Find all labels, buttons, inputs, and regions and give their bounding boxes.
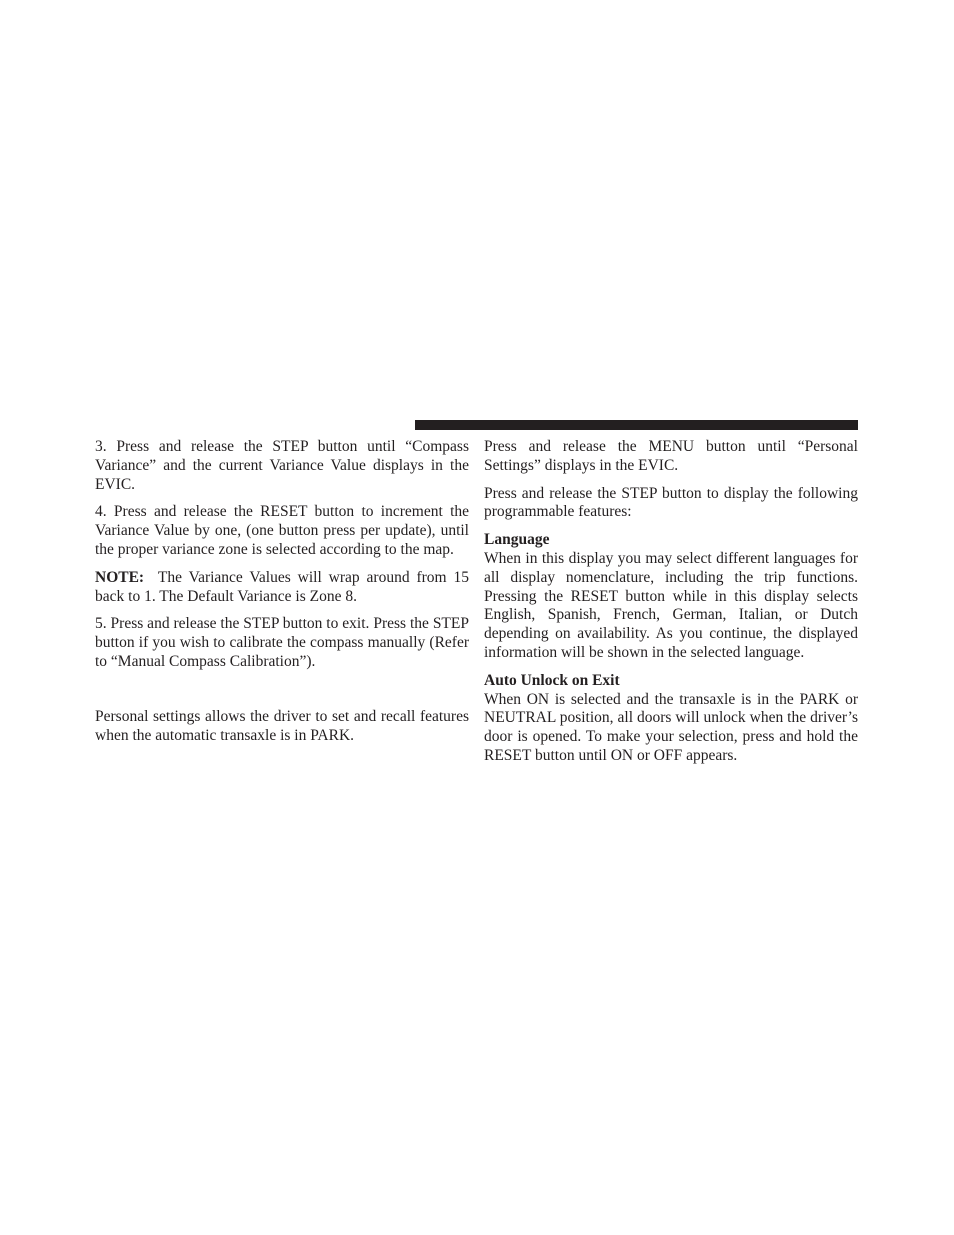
note-paragraph (95, 569, 469, 607)
auto-unlock-text: When ON is selected and the transaxle is in the PARK or NEUTRAL position, all doors will unlock when the driver’s door is opened. To make your selection, press and hold the RESET button until ON or OFF appears. (484, 690, 858, 764)
note-label: NOTE: (95, 568, 145, 586)
auto-unlock-heading: Auto Unlock on Exit (484, 671, 620, 689)
note-text: The Variance Values will wrap around from 15 back to 1. The Default Variance is Zone 8. (95, 568, 470, 605)
right-column (484, 438, 858, 775)
step-instruction: Press and release the STEP button to display the following programmable features: (484, 484, 858, 521)
language-text: When in this display you may select different languages for all display nomenclature, including the trip functions. Pressing the RESET button while in this display selects English, Spanish, French, German, Italian, or Dutch depending on availability. As you continue, the displayed information will be shown in the selected language. (484, 549, 858, 661)
left-column (95, 438, 469, 754)
step-5-paragraph: 5. Press and release the STEP button to exit. Press the STEP button if you wish to calibrate the compass manually (Refer to “Manual Compass Calibration”). (95, 615, 469, 670)
step-3-paragraph: 3. Press and release the STEP button until “Compass Variance” and the current Variance Value displays in the EVIC. (95, 438, 469, 493)
step-4-paragraph: 4. Press and release the RESET button to increment the Variance Value by one, (one button press per update), until the proper variance zone is selected according to the map. (95, 503, 469, 558)
personal-settings-intro: Personal settings allows the driver to set and recall features when the automatic transaxle is in PARK. (95, 707, 469, 744)
header-rule (415, 420, 858, 430)
language-heading: Language (484, 531, 550, 549)
menu-instruction: Press and release the MENU button until “Personal Settings” displays in the EVIC. (484, 438, 858, 474)
